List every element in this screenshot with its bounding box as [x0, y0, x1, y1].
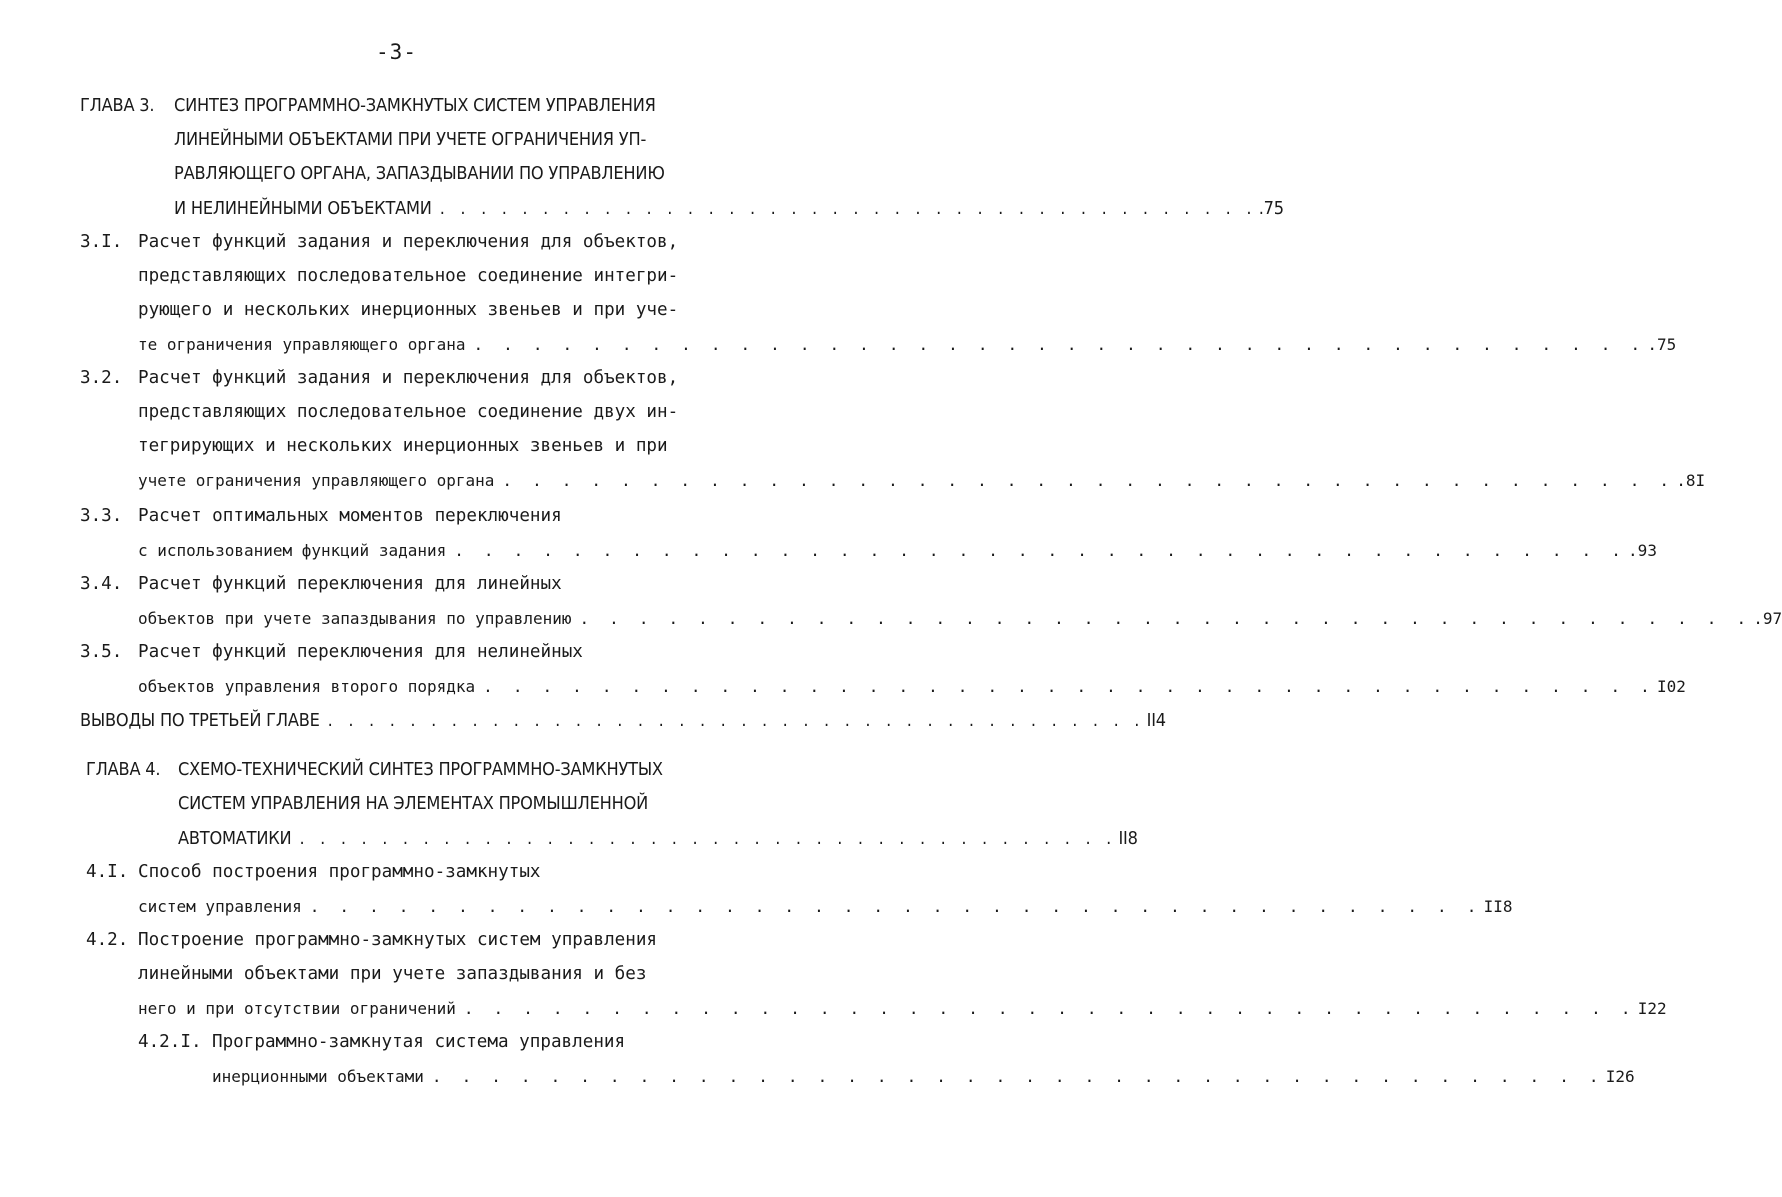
chapter-3-title-last: И НЕЛИНЕЙНЫМИ ОБЪЕКТАМИ: [174, 197, 432, 219]
leader-dots: . . . . . . . . . . . . . . . . . . . . . . . . . . . . . . . . . . . . . . . .: [431, 1066, 1604, 1086]
section-3-3-last: с использованием функций задания: [138, 540, 447, 560]
chapter-4-page: II8: [1118, 827, 1138, 849]
chapter-3-label: ГЛАВА 3.: [80, 95, 155, 116]
section-3-2-last: учете ограничения управляющего органа: [138, 470, 495, 490]
section-4-2-page: I22: [1637, 998, 1667, 1018]
chapter-4-title-last: АВТОМАТИКИ: [178, 827, 292, 849]
leader-dots: . . . . . . . . . . . . . . . . . . . . . . . . . . . . . . . . . . . . . . . .: [483, 676, 1655, 696]
section-3-2-line-3: тегрирующих и нескольких инерционных звеньев и при: [138, 436, 668, 456]
chapter-4-title-line-3: [178, 824, 1138, 852]
section-3-2-number: 3.2.: [80, 368, 123, 388]
subsection-4-2-1-last: инерционными объектами: [212, 1066, 424, 1086]
subsection-4-2-1-page: I26: [1605, 1066, 1635, 1086]
section-4-1-page: II8: [1483, 896, 1513, 916]
section-3-4-number: 3.4.: [80, 574, 123, 594]
section-4-1-line-1: Способ построения программно-замкнутых: [138, 862, 541, 882]
section-3-5-line-2: [138, 672, 1686, 700]
section-4-2-line-2: линейными объектами при учете запаздывания и без: [138, 964, 647, 984]
section-3-5-last: объектов управления второго порядка: [138, 676, 476, 696]
section-3-2-page: .8I: [1676, 470, 1706, 490]
section-4-2-line-1: Построение программно-замкнутых систем управления: [138, 930, 658, 950]
section-3-3-page: .93: [1628, 540, 1657, 560]
section-4-2-line-3: [138, 994, 1667, 1022]
chapter-4-title-line-1: СХЕМО-ТЕХНИЧЕСКИЙ СИНТЕЗ ПРОГРАММНО-ЗАМКНУТЫХ: [178, 759, 663, 780]
section-3-2-line-4: [138, 466, 1706, 494]
section-3-1-line-1: Расчет функций задания и переключения для объектов,: [138, 232, 679, 252]
section-4-2-number: 4.2.: [86, 930, 129, 950]
leader-dots: . . . . . . . . . . . . . . . . . . . . . . . . . . . . . . . . . . . . . . . .: [439, 197, 1257, 219]
section-3-5-page: I02: [1656, 676, 1686, 696]
conclusions-3-page: II4: [1146, 709, 1166, 731]
leader-dots: . . . . . . . . . . . . . . . . . . . . . . . . . . . . . . . . . . . . . . . .: [502, 470, 1675, 490]
section-3-1-line-2: представляющих последовательное соединение интегри-: [138, 266, 679, 286]
section-3-2-line-1: Расчет функций задания и переключения для объектов,: [138, 368, 679, 388]
leader-dots: . . . . . . . . . . . . . . . . . . . . . . . . . . . . . . . . . . . . . . . .: [309, 896, 1482, 916]
leader-dots: . . . . . . . . . . . . . . . . . . . . . . . . . . . . . . . . . . . . . . . .: [579, 608, 1752, 628]
leader-dots: . . . . . . . . . . . . . . . . . . . . . . . . . . . . . . . . . . . . . . . .: [454, 540, 1627, 560]
section-3-1-line-4: [138, 330, 1677, 358]
section-3-4-page: .97: [1753, 608, 1782, 628]
subsection-4-2-1-number: 4.2.I.: [138, 1032, 202, 1052]
subsection-4-2-1-line-2: [212, 1062, 1635, 1090]
section-4-1-line-2: [138, 892, 1513, 920]
section-3-1-page: .75: [1647, 334, 1677, 354]
section-3-1-number: 3.I.: [80, 232, 123, 252]
conclusions-3-text: ВЫВОДЫ ПО ТРЕТЬЕЙ ГЛАВЕ: [80, 709, 320, 731]
section-3-4-line-2: [138, 604, 1782, 632]
chapter-3-title-line-1: СИНТЕЗ ПРОГРАММНО-ЗАМКНУТЫХ СИСТЕМ УПРАВЛЕНИЯ: [174, 95, 656, 116]
section-3-4-line-1: Расчет функций переключения для линейных: [138, 574, 562, 594]
chapter-3-page: .75: [1258, 197, 1284, 219]
section-3-3-line-1: Расчет оптимальных моментов переключения: [138, 506, 562, 526]
chapter-3-title-line-2: ЛИНЕЙНЫМИ ОБЪЕКТАМИ ПРИ УЧЕТЕ ОГРАНИЧЕНИЯ УП-: [174, 129, 647, 150]
leader-dots: . . . . . . . . . . . . . . . . . . . . . . . . . . . . . . . . . . . . . . . .: [299, 827, 1117, 849]
section-4-2-last: него и при отсутствии ограничений: [138, 998, 456, 1018]
leader-dots: . . . . . . . . . . . . . . . . . . . . . . . . . . . . . . . . . . . . . . . .: [473, 334, 1646, 354]
section-3-3-line-2: [138, 536, 1657, 564]
section-3-5-number: 3.5.: [80, 642, 123, 662]
conclusions-3-line: [80, 706, 1166, 734]
section-3-2-line-2: представляющих последовательное соединение двух ин-: [138, 402, 679, 422]
chapter-3-title-line-4: [174, 194, 1284, 222]
chapter-3-title-line-3: РАВЛЯЮЩЕГО ОРГАНА, ЗАПАЗДЫВАНИИ ПО УПРАВЛЕНИЮ: [174, 163, 665, 184]
chapter-4-title-line-2: СИСТЕМ УПРАВЛЕНИЯ НА ЭЛЕМЕНТАХ ПРОМЫШЛЕННОЙ: [178, 793, 649, 814]
section-4-1-last: систем управления: [138, 896, 302, 916]
subsection-4-2-1-line-1: Программно-замкнутая система управления: [212, 1032, 626, 1052]
section-3-3-number: 3.3.: [80, 506, 123, 526]
section-3-1-line-3: рующего и нескольких инерционных звеньев и при уче-: [138, 300, 679, 320]
section-3-1-last: те ограничения управляющего органа: [138, 334, 466, 354]
chapter-4-label: ГЛАВА 4.: [86, 759, 161, 780]
section-4-1-number: 4.I.: [86, 862, 129, 882]
leader-dots: . . . . . . . . . . . . . . . . . . . . . . . . . . . . . . . . . . . . . . . .: [463, 998, 1636, 1018]
section-3-4-last: объектов при учете запаздывания по управлению: [138, 608, 572, 628]
leader-dots: . . . . . . . . . . . . . . . . . . . . . . . . . . . . . . . . . . . . . . . .: [327, 709, 1145, 731]
page-number: -3-: [376, 40, 417, 64]
section-3-5-line-1: Расчет функций переключения для нелинейных: [138, 642, 583, 662]
